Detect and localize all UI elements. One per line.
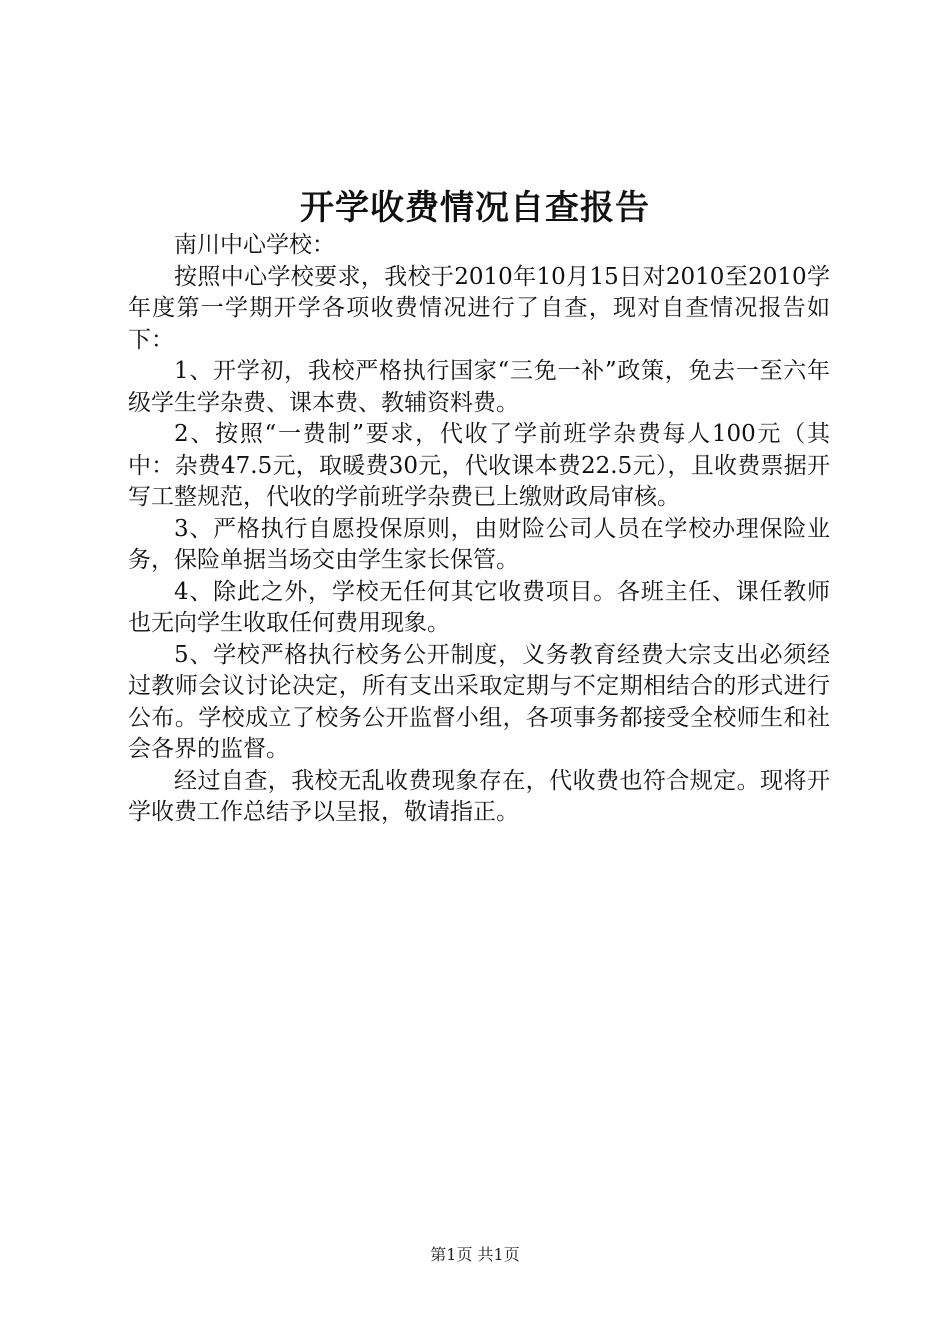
greeting-paragraph: 南川中心学校： [174,232,335,258]
page-footer: 第1页 共1页 [430,1245,520,1264]
item-paragraph-1: 1、开学初，我校严格执行国家“三免一补”政策，免去一至六年级学生学杂费、课本费、教辅资料费。 [128,358,830,416]
document-title: 开学收费情况自查报告 [300,188,650,228]
conclusion-paragraph: 经过自查，我校无乱收费现象存在，代收费也符合规定。现将开学收费工作总结予以呈报，敬请指正。 [128,767,830,825]
document-body [128,230,830,829]
item-paragraph-2: 2、按照“一费制”要求，代收了学前班学杂费每人100元（其中：杂费47.5元，取暖费30元，代收课本费22.5元），且收费票据开写工整规范，代收的学前班学杂费已上缴财政局审核。 [128,421,830,510]
item-paragraph-4: 4、除此之外，学校无任何其它收费项目。各班主任、课任教师也无向学生收取任何费用现象。 [128,578,830,636]
item-paragraph-5: 5、学校严格执行校务公开制度，义务教育经费大宗支出必须经过教师会议讨论决定，所有支出采取定期与不定期相结合的形式进行公布。学校成立了校务公开监督小组，各项事务都接受全校师生和社会各界的监督。 [128,641,830,762]
intro-paragraph: 按照中心学校要求，我校于2010年10月15日对2010至2010学年度第一学期开学各项收费情况进行了自查，现对自查情况报告如下： [128,263,830,353]
item-paragraph-3: 3、严格执行自愿投保原则，由财险公司人员在学校办理保险业务，保险单据当场交由学生家长保管。 [128,515,830,573]
